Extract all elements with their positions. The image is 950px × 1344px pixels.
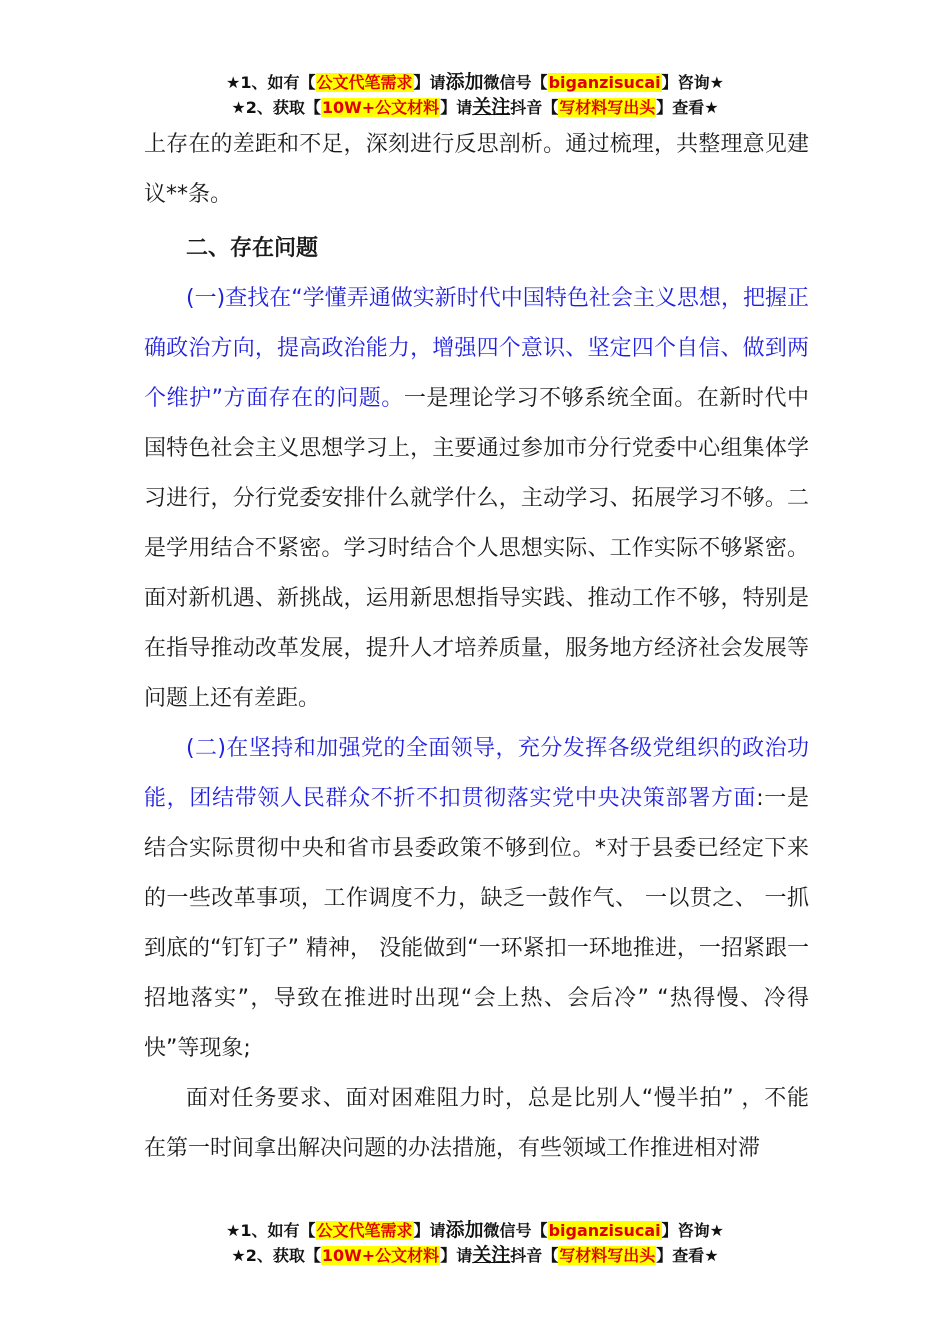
banner-text: 】请 bbox=[413, 73, 446, 92]
top-banner bbox=[0, 70, 950, 120]
banner-text: 】请 bbox=[440, 98, 473, 117]
subsection-title: (二)在坚持和加强党的全面领导，充分发挥各级党组织的政治功能，团结带领人民群众不折不扣贯彻落实党中央决策部署方面 bbox=[144, 736, 809, 811]
banner-text: 】查看★ bbox=[656, 1246, 719, 1265]
banner-text: 抖音【 bbox=[510, 98, 559, 117]
wechat-id-highlight: biganzisucai bbox=[548, 73, 661, 92]
banner-text: 添加 bbox=[445, 71, 484, 93]
wechat-id-highlight: biganzisucai bbox=[548, 1221, 661, 1240]
banner-text: ★2、获取【 bbox=[231, 1246, 321, 1265]
banner-text: 】请 bbox=[440, 1246, 473, 1265]
highlight-text: 10W+公文材料 bbox=[321, 1246, 440, 1265]
document-body bbox=[144, 120, 809, 1174]
banner-text: 微信号【 bbox=[483, 1221, 548, 1240]
banner-text: ★2、获取【 bbox=[231, 98, 321, 117]
banner-text: 关注 bbox=[472, 96, 511, 118]
paragraph bbox=[144, 274, 809, 724]
banner-text: 关注 bbox=[472, 1244, 511, 1266]
banner-line-1 bbox=[0, 70, 950, 95]
banner-text: 添加 bbox=[445, 1219, 484, 1241]
paragraph: 面对任务要求、面对困难阻力时，总是比别人“慢半拍” ，不能在第一时间拿出解决问题的办法措施，有些领域工作推进相对滞 bbox=[144, 1086, 809, 1161]
paragraph bbox=[144, 724, 809, 1074]
banner-text: 】咨询★ bbox=[661, 1221, 724, 1240]
highlight-text: 10W+公文材料 bbox=[321, 98, 440, 117]
banner-line-2 bbox=[0, 1243, 950, 1268]
banner-line-1 bbox=[0, 1218, 950, 1243]
subsection-title: (一)查找在“学懂弄通做实新时代中国特色社会主义思想，把握正确政治方向，提高政治能力，增强四个意识、坚定四个自信、做到两个维护”方面存在的问题。 bbox=[144, 286, 809, 411]
banner-text: ★1、如有【 bbox=[226, 1221, 316, 1240]
banner-text: 抖音【 bbox=[510, 1246, 559, 1265]
bottom-banner bbox=[0, 1218, 950, 1268]
banner-text: 】请 bbox=[413, 1221, 446, 1240]
section-heading: 二、存在问题 bbox=[186, 236, 319, 261]
paragraph-text: 一是理论学习不够系统全面。在新时代中国特色社会主义思想学习上，主要通过参加市分行党委中心组集体学习进行，分行党委安排什么就学什么，主动学习、拓展学习不够。二是学用结合不紧密。学习时结合个人思想实际、工作实际不够紧密。面对新机遇、新挑战，运用新思想指导实践、推动工作不够，特别是在指导推动改革发展，提升人才培养质量，服务地方经济社会发展等问题上还有差距。 bbox=[144, 386, 809, 711]
douyin-id-highlight: 写材料写出头 bbox=[559, 98, 656, 117]
highlight-text: 公文代笔需求 bbox=[316, 1221, 413, 1240]
paragraph-text: :一是结合实际贯彻中央和省市县委政策不够到位。*对于县委已经定下来的一些改革事项，工作调度不力，缺乏一鼓作气、 一以贯之、 一抓到底的“钉钉子” 精神， 没能做到“一环紧扣一环地推进，一招紧跟一招地落实”，导致在推进时出现“会上热、会后冷” “热得慢、冷得快”等现象; bbox=[144, 786, 809, 1061]
banner-text: 微信号【 bbox=[483, 73, 548, 92]
banner-text: 】咨询★ bbox=[661, 73, 724, 92]
banner-text: ★1、如有【 bbox=[226, 73, 316, 92]
paragraph: 上存在的差距和不足，深刻进行反思剖析。通过梳理，共整理意见建议**条。 bbox=[144, 132, 809, 207]
douyin-id-highlight: 写材料写出头 bbox=[559, 1246, 656, 1265]
banner-text: 】查看★ bbox=[656, 98, 719, 117]
banner-line-2 bbox=[0, 95, 950, 120]
highlight-text: 公文代笔需求 bbox=[316, 73, 413, 92]
